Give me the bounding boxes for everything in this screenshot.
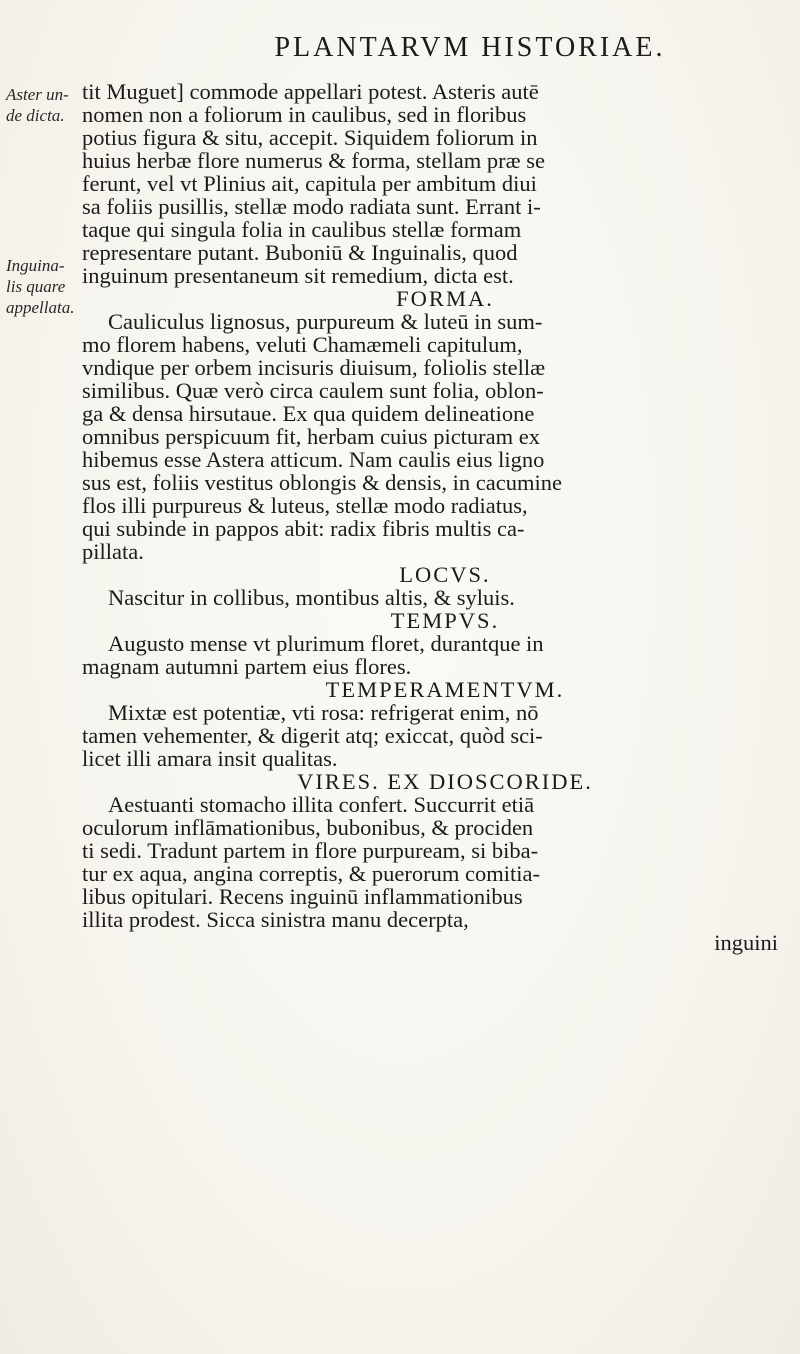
- text-line: ti sedi. Tradunt partem in flore purpuream, si biba-: [82, 838, 539, 863]
- section-heading-temperamentum: TEMPERAMENTVM.: [325, 677, 565, 702]
- text-line: mo florem habens, veluti Chamæmeli capitulum,: [82, 332, 523, 357]
- text-line: Aestuanti stomacho illita confert. Succurrit etiā: [108, 792, 535, 817]
- margin-note-aster: [6, 84, 80, 126]
- text-line: ferunt, vel vt Plinius ait, capitula per ambitum diui: [82, 171, 537, 196]
- text-line: tur ex aqua, angina correptis, & puerorum comitia-: [82, 861, 540, 886]
- text-line: tamen vehementer, & digerit atq; exiccat, quòd sci-: [82, 723, 543, 748]
- margin-note-inguinalis: [6, 255, 80, 318]
- text-line: sus est, foliis vestitus oblongis & densis, in cacumine: [82, 470, 562, 495]
- text-line: licet illi amara insit qualitas.: [82, 746, 338, 771]
- text-line: nomen non a foliorum in caulibus, sed in floribus: [82, 102, 527, 127]
- text-line: potius figura & situ, accepit. Siquidem foliorum in: [82, 125, 538, 150]
- text-line: inguinum presentaneum sit remedium, dicta est.: [82, 263, 514, 288]
- section-heading-locus: LOCVS.: [399, 562, 491, 587]
- text-line: illita prodest. Sicca sinistra manu decerpta,: [82, 907, 469, 932]
- margin-note-line: lis quare: [6, 277, 66, 296]
- text-line: ga & densa hirsutaue. Ex qua quidem delineatione: [82, 401, 535, 426]
- text-line: taque qui singula folia in caulibus stellæ formam: [82, 217, 522, 242]
- text-line: libus opitulari. Recens inguinū inflammationibus: [82, 884, 523, 909]
- text-line: Mixtæ est potentiæ, vti rosa: refrigerat enim, nō: [108, 700, 539, 725]
- margin-note-line: Aster un-: [6, 85, 69, 104]
- text-line: magnam autumni partem eius flores.: [82, 654, 412, 679]
- section-heading-forma: FORMA.: [396, 286, 494, 311]
- catchword: inguini: [714, 930, 778, 955]
- text-line: pillata.: [82, 539, 144, 564]
- margin-note-line: appellata.: [6, 298, 75, 317]
- text-line: oculorum inflāmationibus, bubonibus, & prociden: [82, 815, 534, 840]
- margin-note-line: de dicta.: [6, 106, 65, 125]
- text-line: omnibus perspicuum fit, herbam cuius picturam ex: [82, 424, 541, 449]
- text-line: qui subinde in pappos abit: radix fibris multis ca-: [82, 516, 525, 541]
- margin-note-line: Inguina-: [6, 256, 65, 275]
- text-line: vndique per orbem incisuris diuisum, foliolis stellæ: [82, 355, 546, 380]
- text-line: representare putant. Buboniū & Inguinalis, quod: [82, 240, 518, 265]
- text-line: Cauliculus lignosus, purpureum & luteū in sum-: [108, 309, 543, 334]
- running-head: PLANTARVM HISTORIAE.: [274, 32, 666, 63]
- text-line: huius herbæ flore numerus & forma, stellam præ se: [82, 148, 546, 173]
- text-line: similibus. Quæ verò circa caulem sunt folia, oblon-: [82, 378, 544, 403]
- text-line: Augusto mense vt plurimum floret, durantque in: [108, 631, 544, 656]
- text-line: flos illi purpureus & luteus, stellæ modo radiatus,: [82, 493, 528, 518]
- text-line: hibemus esse Astera atticum. Nam caulis eius ligno: [82, 447, 545, 472]
- section-heading-vires: VIRES. EX DIOSCORIDE.: [297, 769, 593, 794]
- text-line: Nascitur in collibus, montibus altis, & syluis.: [108, 585, 515, 610]
- body-text: [82, 80, 788, 954]
- text-line: sa foliis pusillis, stellæ modo radiata sunt. Errant i-: [82, 194, 541, 219]
- text-line: tit Muguet] commode appellari potest. Asteris autē: [82, 79, 539, 104]
- section-heading-tempus: TEMPVS.: [390, 608, 500, 633]
